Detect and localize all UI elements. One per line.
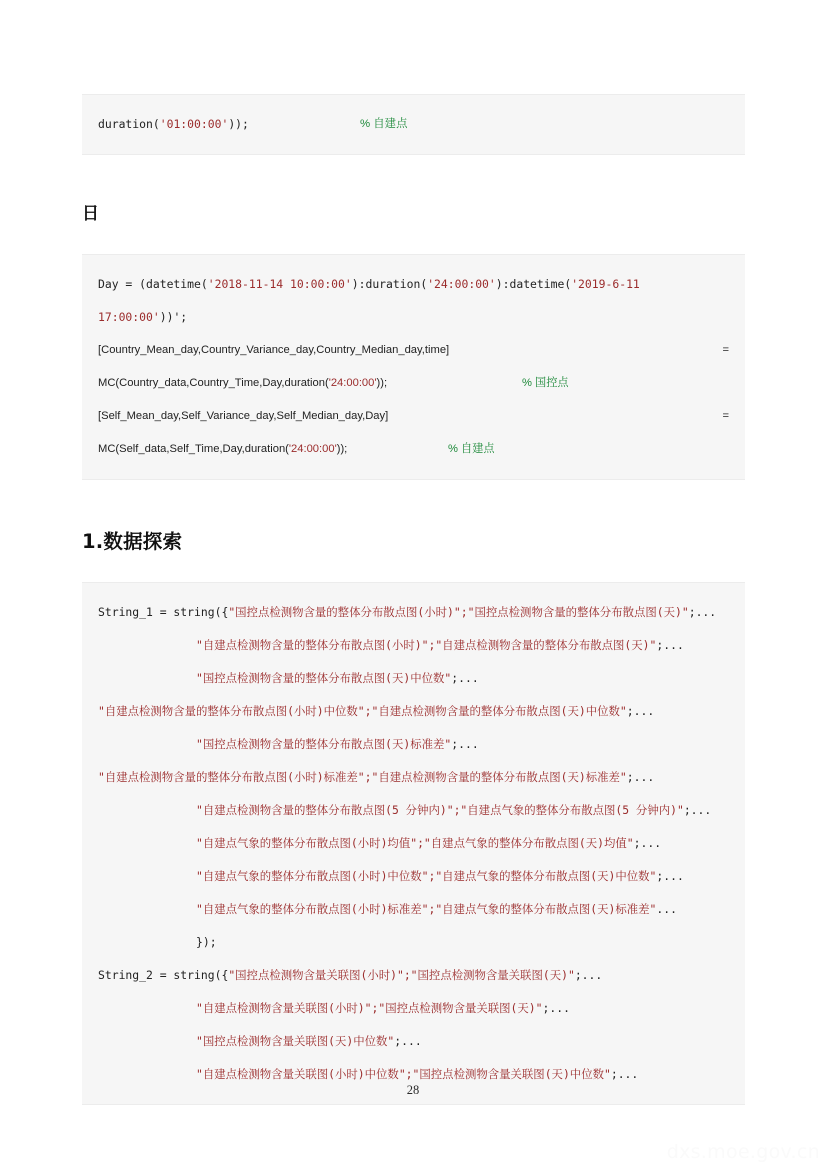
code-fragment: ;... — [451, 737, 479, 751]
code-line — [82, 629, 745, 662]
code-comment: % 自建点 — [448, 443, 495, 455]
code-line — [82, 367, 745, 400]
code-fragment: ;... — [451, 671, 479, 685]
code-fragment: MC(Self_data,Self_Time,Day,duration( — [98, 443, 289, 455]
string-literal: "自建点气象的整体分布散点图(小时)中位数";"自建点气象的整体分布散点图(天)中位数" — [196, 869, 657, 883]
string-literal: '01:00:00' — [159, 117, 229, 131]
code-line — [82, 761, 745, 794]
string-literal: "国控点检测物含量关联图(小时)";"国控点检测物含量关联图(天)" — [228, 968, 575, 982]
code-line — [82, 662, 745, 695]
code-line — [82, 400, 745, 433]
code-fragment: [Country_Mean_day,Country_Variance_day,Country_Median_day,time] — [98, 344, 450, 356]
code-fragment: ;... — [574, 968, 603, 982]
code-fragment: Day = (datetime( — [98, 277, 208, 291]
string-literal: '2018-11-14 10:00:00' — [207, 277, 352, 291]
code-comment: % 国控点 — [522, 377, 569, 389]
code-line — [82, 433, 745, 466]
code-line — [82, 728, 745, 761]
code-fragment: ... — [656, 902, 677, 916]
code-line — [82, 1025, 745, 1058]
code-fragment: duration( — [98, 117, 160, 131]
spacer — [82, 224, 744, 254]
code-fragment: ;... — [656, 869, 684, 883]
code-line — [82, 827, 745, 860]
string-literal: "国控点检测物含量的整体分布散点图(小时)";"国控点检测物含量的整体分布散点图(天)" — [228, 605, 689, 619]
code-fragment: ;... — [688, 605, 717, 619]
code-fragment: [Self_Mean_day,Self_Variance_day,Self_Median_day,Day] — [98, 410, 389, 422]
string-literal: '24:00:00' — [288, 443, 337, 455]
top-spacer — [82, 0, 744, 94]
code-line — [82, 926, 745, 959]
code-line — [82, 108, 745, 141]
code-fragment: ):duration( — [351, 277, 428, 291]
string-literal: "自建点气象的整体分布散点图(小时)均值";"自建点气象的整体分布散点图(天)均值" — [196, 836, 634, 850]
code-fragment: ))'; — [159, 310, 188, 324]
code-line — [82, 992, 745, 1025]
page-number: 28 — [406, 1083, 420, 1097]
string-literal: "自建点检测物含量关联图(小时)";"国控点检测物含量关联图(天)" — [196, 1001, 543, 1015]
code-fragment: ;... — [610, 1067, 639, 1081]
code-block-day — [82, 254, 745, 480]
string-literal: "国控点检测物含量关联图(天)中位数" — [196, 1034, 395, 1048]
spacer — [82, 480, 744, 526]
code-line — [82, 596, 745, 629]
string-literal: '24:00:00' — [427, 277, 496, 291]
string-literal: '24:00:00' — [328, 377, 377, 389]
code-line — [82, 695, 745, 728]
code-fragment: ;... — [626, 770, 655, 784]
code-fragment: ):datetime( — [495, 277, 572, 291]
code-block-strings — [82, 582, 745, 1105]
code-comment: % 自建点 — [360, 118, 408, 130]
code-fragment: ;... — [542, 1001, 570, 1015]
code-fragment: )); — [228, 117, 249, 131]
spacer — [82, 554, 744, 582]
string-literal: "自建点检测物含量的整体分布散点图(小时)中位数";"自建点检测物含量的整体分布散点图(天)中位数" — [98, 704, 627, 718]
code-fragment: ;... — [394, 1034, 422, 1048]
line-continuation-equals: = — [722, 344, 729, 356]
code-fragment: ;... — [626, 704, 655, 718]
string-literal: "自建点检测物含量关联图(小时)中位数";"国控点检测物含量关联图(天)中位数" — [196, 1067, 611, 1081]
string-literal: "自建点检测物含量的整体分布散点图(小时)标准差";"自建点检测物含量的整体分布散点图(天)标准差" — [98, 770, 627, 784]
code-block-duration — [82, 94, 745, 155]
code-fragment: }); — [196, 935, 217, 949]
string-literal: "自建点检测物含量的整体分布散点图(5 分钟内)";"自建点气象的整体分布散点图(5 分钟内)" — [196, 803, 684, 817]
code-fragment: ;... — [656, 638, 684, 652]
string-literal: "自建点检测物含量的整体分布散点图(小时)";"自建点检测物含量的整体分布散点图(天)" — [196, 638, 657, 652]
code-fragment: )); — [376, 377, 388, 389]
string-literal: "国控点检测物含量的整体分布散点图(天)中位数" — [196, 671, 452, 685]
code-line — [82, 794, 745, 827]
code-line — [82, 860, 745, 893]
code-line — [82, 959, 745, 992]
line-continuation-equals: = — [722, 410, 729, 422]
spacer — [82, 155, 744, 199]
watermark: dxs.moe.gov.cn — [666, 1141, 820, 1163]
string-literal: '2019-6-11 17:00:00' — [98, 277, 647, 324]
heading-section-data-exploration: 1.数据探索 — [82, 530, 183, 553]
code-line — [82, 893, 745, 926]
string-literal: "国控点检测物含量的整体分布散点图(天)标准差" — [196, 737, 452, 751]
code-line — [82, 334, 745, 367]
code-line — [82, 268, 745, 334]
code-fragment: ;... — [683, 803, 712, 817]
heading-day: 日 — [82, 204, 99, 224]
string-literal: "自建点气象的整体分布散点图(小时)标准差";"自建点气象的整体分布散点图(天)标准差" — [196, 902, 657, 916]
code-fragment: ;... — [633, 836, 662, 850]
code-fragment: String_2 = string({ — [98, 968, 229, 982]
code-fragment: MC(Country_data,Country_Time,Day,duration( — [98, 377, 329, 389]
code-fragment: String_1 = string({ — [98, 605, 229, 619]
code-fragment: )); — [336, 443, 348, 455]
